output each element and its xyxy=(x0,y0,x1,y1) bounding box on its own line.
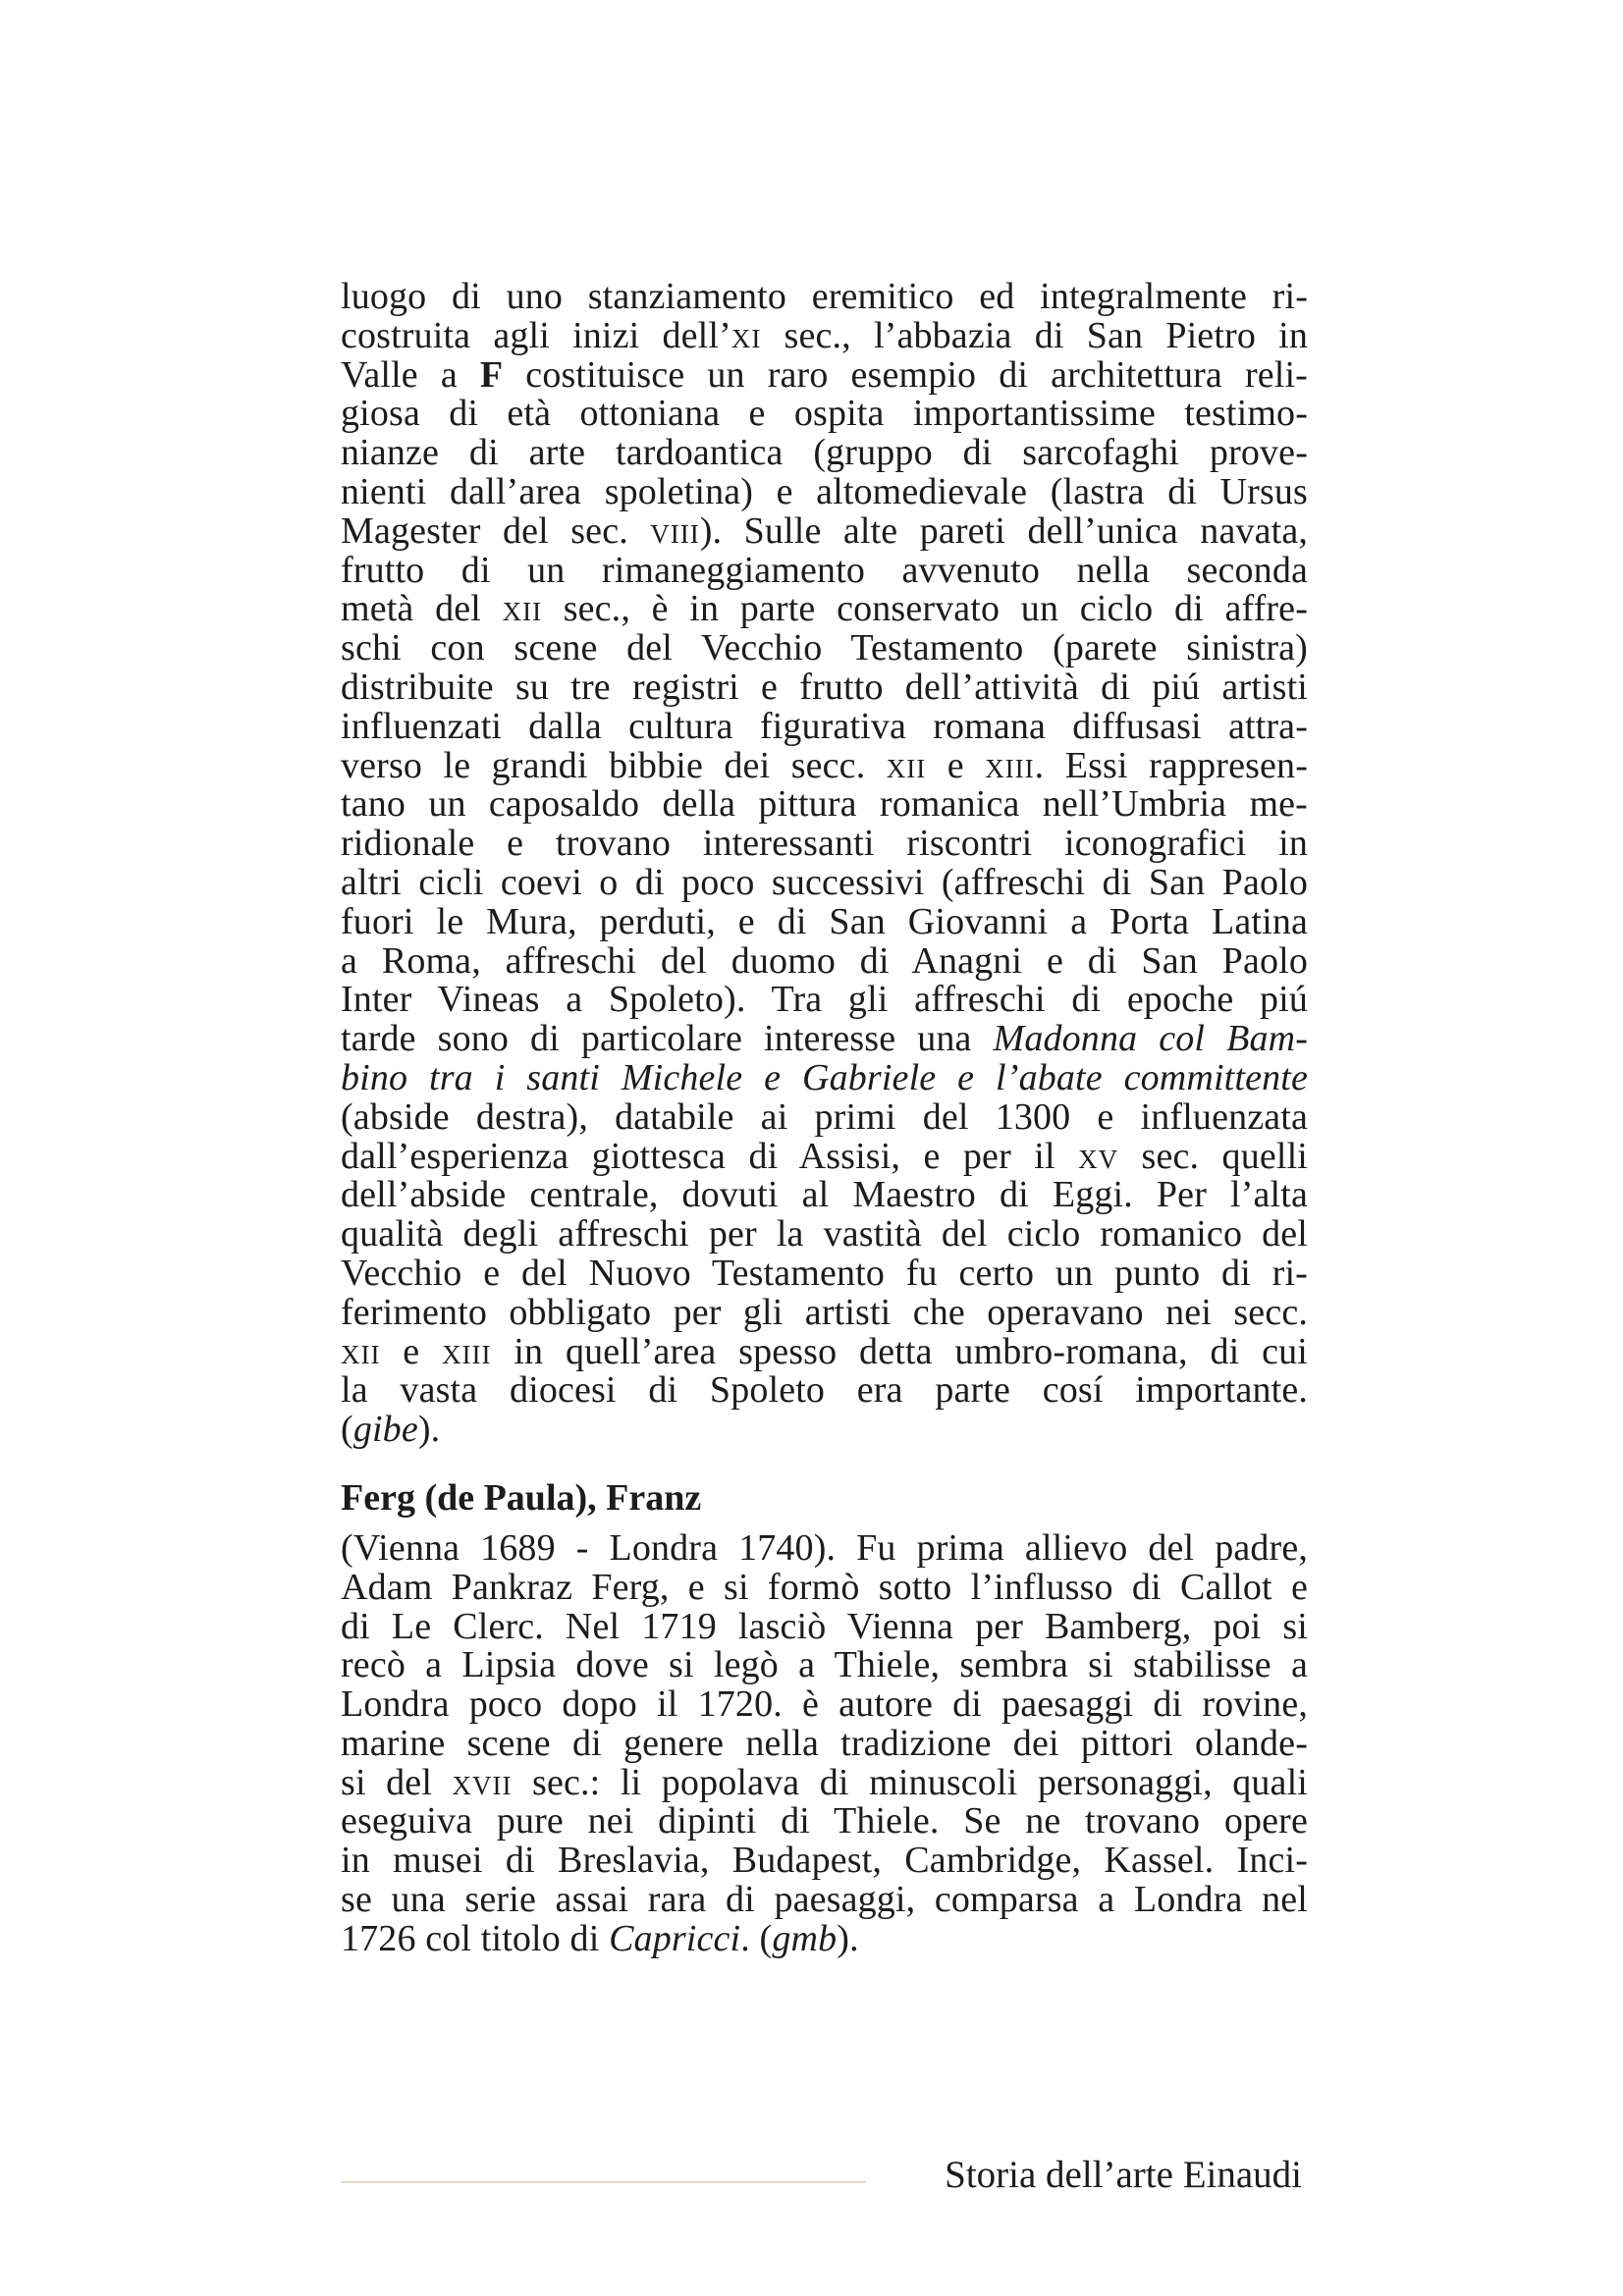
text-line: altri cicli coevi o di poco successivi (affreschi di San Paolo xyxy=(341,861,1308,903)
text-line: schi con scene del Vecchio Testamento (parete sinistra) xyxy=(341,627,1308,669)
small-caps-text: viii xyxy=(650,509,700,552)
small-caps-text: xii xyxy=(341,1330,381,1372)
text-line: Vecchio e del Nuovo Testamento fu certo un punto di ri- xyxy=(341,1252,1308,1294)
italic-text: Madonna col Bam- xyxy=(993,1018,1308,1060)
entry-body xyxy=(341,1526,1308,1959)
footer-title: Storia dell’arte Einaudi xyxy=(945,2154,1302,2196)
text-line: si del xvii sec.: li popolava di minuscoli personaggi, quali xyxy=(341,1761,1308,1803)
italic-text: gmb xyxy=(772,1917,838,1959)
text-line: in musei di Breslavia, Budapest, Cambridge, Kassel. Inci- xyxy=(341,1840,1308,1882)
text-line: dall’esperienza giottesca di Assisi, e per il xv sec. quelli xyxy=(341,1135,1308,1177)
text-line: nienti dall’area spoletina) e altomedievale (lastra di Ursus xyxy=(341,470,1308,512)
text-line: Valle a F costituisce un raro esempio di architettura reli- xyxy=(341,353,1308,396)
text-line: qualità degli affreschi per la vastità del ciclo romanico del xyxy=(341,1213,1308,1255)
italic-text: bino tra i santi Michele e Gabriele e l’abate committente xyxy=(341,1056,1308,1098)
text-line: verso le grandi bibbie dei secc. xii e xiii. Essi rappresen- xyxy=(341,744,1308,786)
text-line: a Roma, affreschi del duomo di Anagni e di San Paolo xyxy=(341,939,1308,982)
text-line: (Vienna 1689 - Londra 1740). Fu prima allievo del padre, xyxy=(341,1526,1308,1569)
text-line: la vasta diocesi di Spoleto era parte cosí importante. xyxy=(341,1369,1308,1412)
footer-rule xyxy=(341,2181,866,2183)
text-line: Magester del sec. viii). Sulle alte pareti dell’unica navata, xyxy=(341,509,1309,552)
text-line: frutto di un rimaneggiamento avvenuto nella seconda xyxy=(341,549,1308,591)
small-caps-text: xvii xyxy=(452,1761,513,1803)
small-caps-text: xiii xyxy=(985,744,1035,786)
text-line: tarde sono di particolare interesse una Madonna col Bam- xyxy=(341,1018,1308,1060)
text-line: marine scene di genere nella tradizione dei pittori olande- xyxy=(341,1722,1308,1764)
small-caps-text: xii xyxy=(502,588,543,630)
text-line: dell’abside centrale, dovuti al Maestro di Eggi. Per l’alta xyxy=(341,1174,1308,1216)
small-caps-text: xii xyxy=(886,744,927,786)
text-line: ferimento obbligato per gli artisti che operavano nei secc. xyxy=(341,1291,1308,1333)
italic-text: Capricci xyxy=(609,1917,741,1959)
text-line: costruita agli inizi dell’xi sec., l’abbazia di San Pietro in xyxy=(341,314,1308,356)
text-line: ridionale e trovano interessanti riscontri iconografici in xyxy=(341,823,1308,865)
main-text xyxy=(341,278,1308,1959)
text-line: Adam Pankraz Ferg, e si formò sotto l’influsso di Callot e xyxy=(341,1566,1308,1608)
text-line: (abside destra), databile ai primi del 1300 e influenzata xyxy=(341,1095,1308,1138)
entry-heading: Ferg (de Paula), Franz xyxy=(341,1476,702,1519)
text-line: (gibe). xyxy=(341,1409,441,1451)
text-line: metà del xii sec., è in parte conservato un ciclo di affre- xyxy=(341,588,1309,630)
text-line: Inter Vineas a Spoleto). Tra gli affreschi di epoche piú xyxy=(341,979,1308,1021)
text-line: se una serie assai rara di paesaggi, comparsa a Londra nel xyxy=(341,1879,1308,1921)
italic-text: gibe xyxy=(352,1409,418,1451)
text-line: Londra poco dopo il 1720. è autore di paesaggi di rovine, xyxy=(341,1683,1308,1726)
text-line: distribuite su tre registri e frutto dell’attività di piú artisti xyxy=(341,666,1308,708)
text-line: influenzati dalla cultura figurativa romana diffusasi attra- xyxy=(341,705,1308,747)
text-line: tano un caposaldo della pittura romanica nell’Umbria me- xyxy=(341,783,1308,826)
text-line: luogo di uno stanziamento eremitico ed integralmente ri- xyxy=(341,276,1308,317)
text-line: nianze di arte tardoantica (gruppo di sarcofaghi prove- xyxy=(341,432,1308,474)
article-continuation xyxy=(341,278,1308,1450)
text-line: recò a Lipsia dove si legò a Thiele, sembra si stabilisse a xyxy=(341,1644,1308,1686)
small-caps-text: xiii xyxy=(442,1330,492,1372)
text-line: di Le Clerc. Nel 1719 lasciò Vienna per Bamberg, poi si xyxy=(341,1605,1308,1647)
bold-text: F xyxy=(479,353,504,396)
small-caps-text: xi xyxy=(730,314,762,356)
text-line: giosa di età ottoniana e ospita importantissime testimo- xyxy=(341,393,1308,435)
text-line: xii e xiii in quell’area spesso detta umbro-romana, di cui xyxy=(341,1330,1308,1372)
text-line xyxy=(341,1056,1308,1098)
text-line: 1726 col titolo di Capricci. (gmb). xyxy=(341,1917,859,1959)
text-line: eseguiva pure nei dipinti di Thiele. Se ne trovano opere xyxy=(341,1800,1308,1842)
small-caps-text: xv xyxy=(1078,1135,1119,1177)
text-line: fuori le Mura, perduti, e di San Giovanni a Porta Latina xyxy=(341,900,1308,942)
